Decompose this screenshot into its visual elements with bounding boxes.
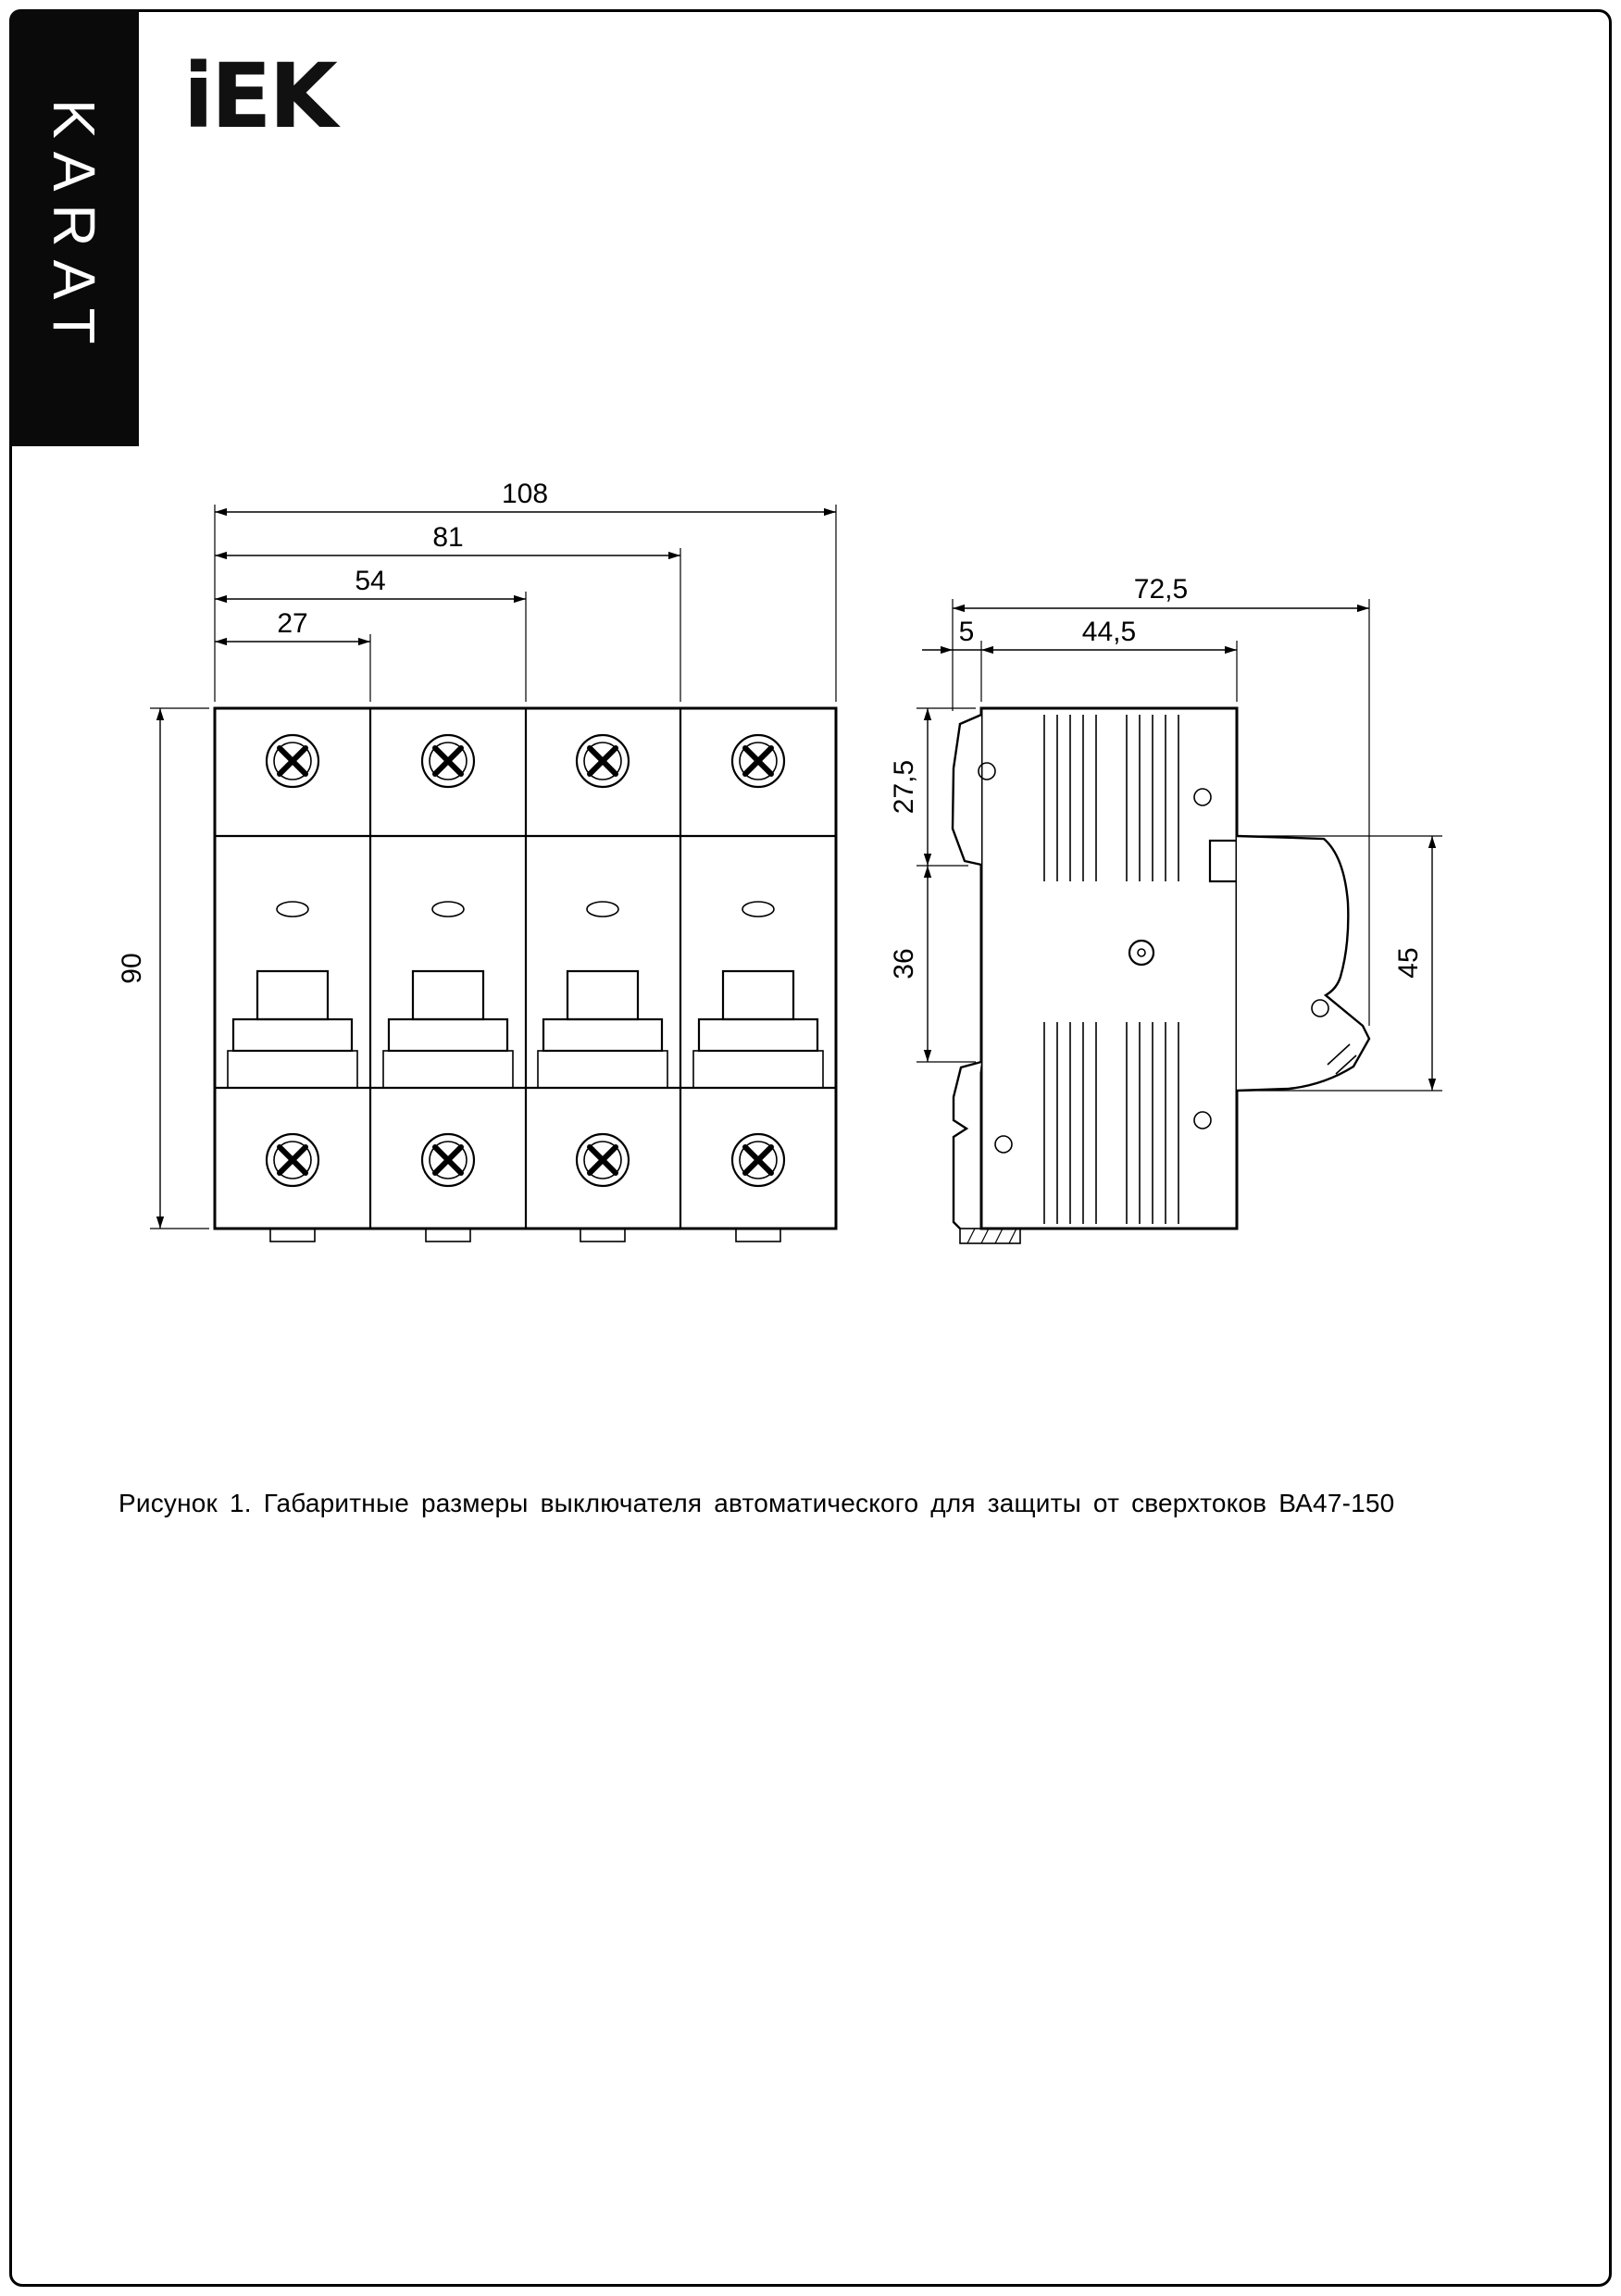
pole-dividers — [370, 708, 680, 1229]
bottom-clips — [270, 1229, 780, 1242]
front-face-and-handle — [1237, 836, 1369, 1091]
side-body-depth-label: 44,5 — [1081, 617, 1137, 647]
karat-label: KARAT — [41, 98, 107, 357]
side-depth-total-label: 72,5 — [1133, 574, 1189, 605]
side-top-to-rail-label: 27,5 — [889, 759, 919, 815]
front-height-label: 90 — [117, 953, 147, 984]
front-dimensions — [117, 479, 836, 1229]
iek-logo: iEK — [183, 44, 335, 148]
side-front-face-label: 45 — [1393, 947, 1424, 979]
din-clip-bottom — [954, 1062, 1020, 1243]
vent-slots — [1044, 715, 1178, 1224]
din-claw-top — [953, 715, 981, 865]
figure-caption: Рисунок 1. Габаритные размеры выключателя автоматического для защиты от сверхтоков ВА47-150 — [118, 1489, 1395, 1517]
front-width-81-label: 81 — [432, 522, 464, 553]
front-width-27-label: 27 — [277, 608, 308, 639]
front-view — [215, 708, 836, 1242]
side-view — [953, 708, 1369, 1243]
front-width-total-label: 108 — [501, 479, 549, 509]
side-din-ledge-label: 5 — [958, 617, 975, 647]
rivets — [979, 763, 1211, 1153]
side-rail-zone-label: 36 — [889, 948, 919, 980]
front-width-54-label: 54 — [355, 566, 386, 596]
